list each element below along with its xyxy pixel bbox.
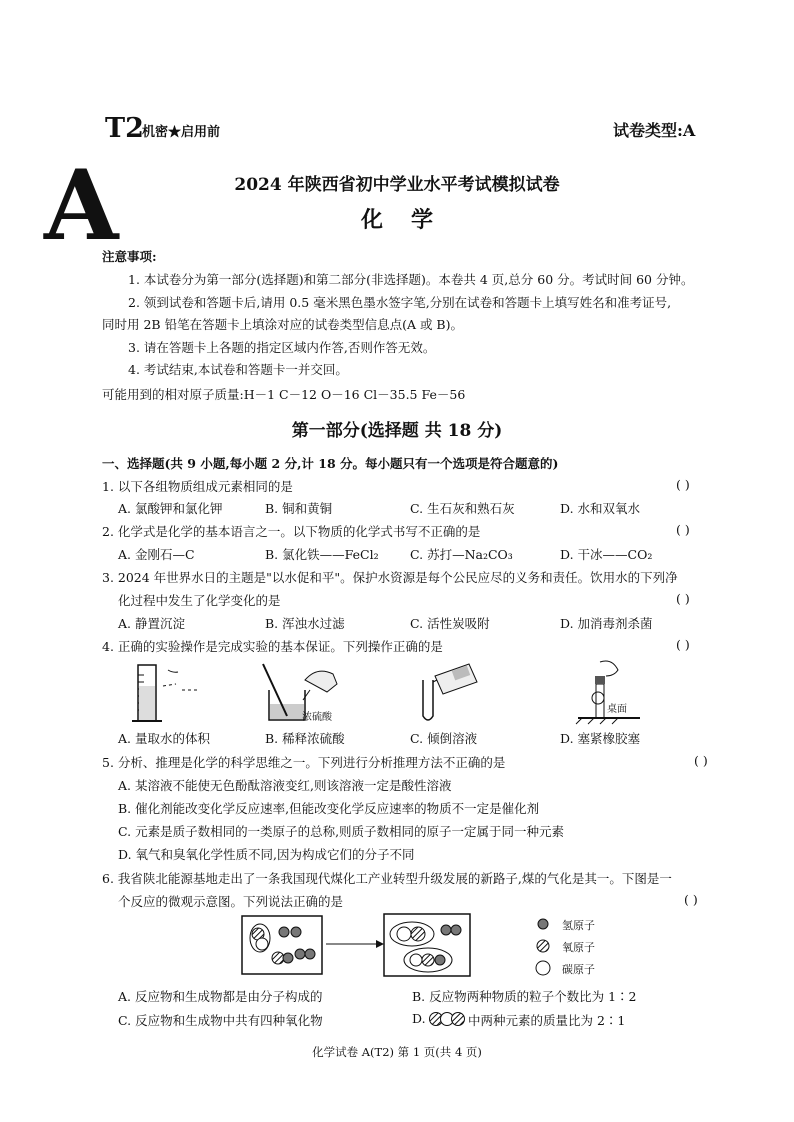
answer-blank: ( )	[676, 591, 690, 606]
atom-legend-icons	[535, 916, 553, 982]
option-d: D. 氧气和臭氧化学性质不同,因为构成它们的分子不同	[118, 847, 415, 862]
option-a: A. 静置沉淀	[118, 616, 185, 631]
note-item: 2. 领到试卷和答题卡后,请用 0.5 毫米黑色墨水签字笔,分别在试卷和答题卡上填写姓名和准考证号,	[128, 295, 672, 310]
option-c: C. 苏打—Na₂CO₃	[410, 547, 513, 562]
answer-blank: ( )	[676, 477, 690, 492]
atomic-masses: 可能用到的相对原子质量:H－1 C－12 O－16 Cl－35.5 Fe－56	[102, 387, 466, 402]
notes-heading: 注意事项:	[102, 249, 157, 264]
option-d: D. 水和双氧水	[560, 501, 641, 516]
figure-label: 浓硫酸	[302, 712, 332, 723]
option-c: C. 反应物和生成物中共有四种氧化物	[118, 1013, 323, 1028]
option-b: B. 浑浊水过滤	[265, 616, 345, 631]
part-one-heading: 第一部分(选择题 共 18 分)	[291, 421, 503, 441]
option-a: A. 量取水的体积	[118, 731, 210, 746]
question-3-stem-cont: 化过程中发生了化学变化的是	[118, 593, 281, 608]
question-2-stem: 2. 化学式是化学的基本语言之一。以下物质的化学式书写不正确的是	[102, 524, 481, 539]
answer-blank: ( )	[684, 892, 698, 907]
option-a: A. 反应物和生成物都是由分子构成的	[118, 989, 323, 1004]
option-b: B. 铜和黄铜	[265, 501, 333, 516]
subject-title: 化学	[360, 207, 461, 233]
option-a: A. 氯酸钾和氯化钾	[118, 501, 223, 516]
cylinder-figure	[118, 660, 208, 726]
figure-label: 桌面	[607, 704, 627, 715]
option-a: A. 金刚石—C	[118, 547, 195, 562]
answer-blank: ( )	[676, 637, 690, 652]
note-item: 4. 考试结束,本试卷和答题卡一并交回。	[128, 362, 348, 377]
reaction-diagram	[240, 912, 480, 982]
option-d: D. 干冰——CO₂	[560, 547, 653, 562]
option-b: B. 稀释浓硫酸	[265, 731, 345, 746]
legend-hydrogen: 氢原子	[562, 919, 595, 932]
option-d: D. 塞紧橡胶塞	[560, 731, 641, 746]
co-molecule-icon	[428, 1011, 468, 1027]
question-1-stem: 1. 以下各组物质组成元素相同的是	[102, 479, 293, 494]
question-4-stem: 4. 正确的实验操作是完成实验的基本保证。下列操作正确的是	[102, 639, 443, 654]
note-item: 同时用 2B 铅笔在答题卡上填涂对应的试卷类型信息点(A 或 B)。	[102, 317, 463, 332]
legend-carbon: 碳原子	[562, 963, 595, 976]
legend-oxygen: 氧原子	[562, 941, 595, 954]
paper-type: 试卷类型:A	[613, 121, 696, 140]
option-b: B. 氯化铁——FeCl₂	[265, 547, 379, 562]
confidential-label: 机密★启用前	[142, 125, 221, 140]
option-c: C. 生石灰和熟石灰	[410, 501, 515, 516]
answer-blank: ( )	[694, 753, 708, 768]
exam-title: 2024 年陕西省初中学业水平考试模拟试卷	[234, 175, 560, 195]
option-c: C. 元素是质子数相同的一类原子的总称,则质子数相同的原子一定属于同一种元素	[118, 824, 565, 839]
pouring-figure	[405, 660, 505, 726]
question-3-stem: 3. 2024 年世界水日的主题是"以水促和平"。保护水资源是每个公民应尽的义务和责任。饮用水的下列净	[102, 570, 678, 585]
question-6-stem: 6. 我省陕北能源基地走出了一条我国现代煤化工产业转型升级发展的新路子,煤的气化是其一。下图是一	[102, 871, 672, 886]
option-b: B. 反应物两种物质的粒子个数比为 1∶2	[412, 989, 637, 1004]
page-footer: 化学试卷 A(T2) 第 1 页(共 4 页)	[312, 1045, 482, 1059]
stopper-figure	[570, 658, 670, 726]
answer-blank: ( )	[676, 522, 690, 537]
option-a: A. 某溶液不能使无色酚酞溶液变红,则该溶液一定是酸性溶液	[118, 778, 452, 793]
option-d-prefix: D.	[412, 1011, 426, 1026]
paper-code: T2	[105, 113, 144, 144]
option-c: C. 倾倒溶液	[410, 731, 478, 746]
section-heading: 一、选择题(共 9 小题,每小题 2 分,计 18 分。每小题只有一个选项是符合题意的)	[102, 456, 559, 471]
note-item: 3. 请在答题卡上各题的指定区域内作答,否则作答无效。	[128, 340, 436, 355]
paper-type-letter: A	[44, 149, 119, 262]
note-item: 1. 本试卷分为第一部分(选择题)和第二部分(非选择题)。本卷共 4 页,总分 60 分。考试时间 60 分钟。	[128, 272, 694, 287]
option-d: D. 加消毒剂杀菌	[560, 616, 653, 631]
option-d: 中两种元素的质量比为 2∶1	[468, 1013, 626, 1028]
question-6-stem-cont: 个反应的微观示意图。下列说法正确的是	[118, 894, 344, 909]
option-b: B. 催化剂能改变化学反应速率,但能改变化学反应速率的物质不一定是催化剂	[118, 801, 540, 816]
question-5-stem: 5. 分析、推理是化学的科学思维之一。下列进行分析推理方法不正确的是	[102, 755, 506, 770]
option-c: C. 活性炭吸附	[410, 616, 490, 631]
